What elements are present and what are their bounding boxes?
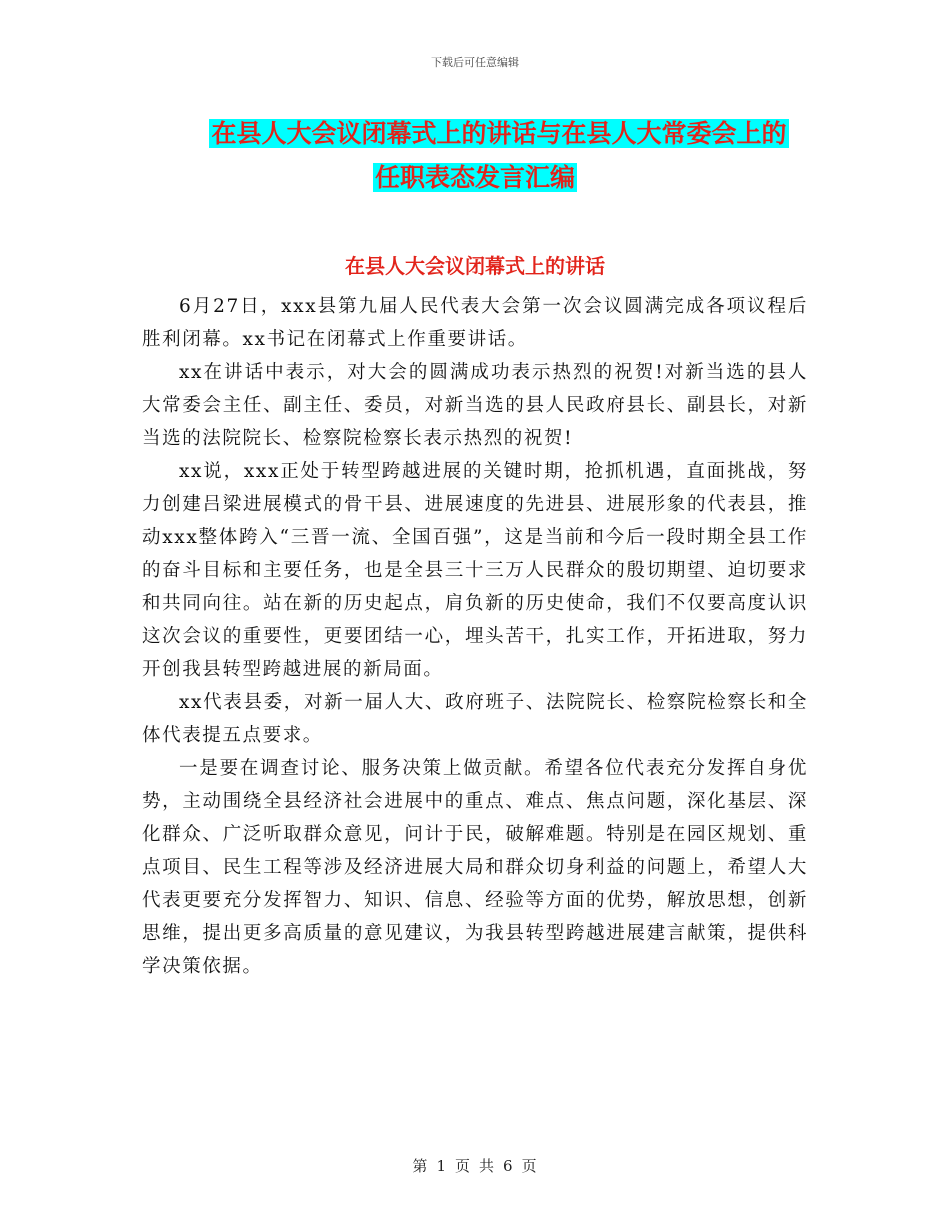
section-title: 在县人大会议闭幕式上的讲话 [345, 254, 605, 278]
page-total: 6 [503, 1157, 514, 1175]
paragraph: xx代表县委，对新一届人大、政府班子、法院院长、检察院检察长和全体代表提五点要求。 [142, 692, 808, 746]
title-highlight-1: 在县人大会议闭幕式上的讲话与在县人大常委会上的 [211, 119, 787, 148]
page-footer [0, 1155, 950, 1176]
document-title-line-2 [0, 158, 950, 194]
footer-prefix: 第 [412, 1157, 429, 1175]
title-highlight-2: 任职表态发言汇编 [374, 163, 575, 192]
header-note: 下载后可任意编辑 [431, 56, 519, 69]
paragraph: xx说，xxx正处于转型跨越进展的关键时期，抢抓机遇，直面挑战，努力创建吕梁进展模式的骨干县、进展速度的先进县、进展形象的代表县，推动xxx整体跨入“三晋一流、全国百强”，这是当前和今后一段时期全县工作的奋斗目标和主要任务，也是全县三十三万人民群众的殷切期望、迫切要求和共同向往。站在新的历史起点，肩负新的历史使命，我们不仅要高度认识这次会议的重要性，更要团结一心，埋头苦干，扎实工作，开拓进取，努力开创我县转型跨越进展的新局面。 [142, 461, 808, 680]
document-body [142, 290, 808, 983]
document-title-line-1 [24, 114, 950, 150]
footer-mid: 页 [454, 1157, 471, 1175]
paragraph: 一是要在调查讨论、服务决策上做贡献。希望各位代表充分发挥自身优势，主动围绕全县经济社会进展中的重点、难点、焦点问题，深化基层、深化群众、广泛听取群众意见，问计于民，破解难题。特别是在园区规划、重点项目、民生工程等涉及经济进展大局和群众切身利益的问题上，希望人大代表更要充分发挥智力、知识、信息、经验等方面的优势，解放思想，创新思维，提出更多高质量的意见建议，为我县转型跨越进展建言献策，提供科学决策依据。 [142, 758, 808, 977]
paragraph: xx在讲话中表示，对大会的圆满成功表示热烈的祝贺!对新当选的县人大常委会主任、副主任、委员，对新当选的县人民政府县长、副县长，对新当选的法院院长、检察院检察长表示热烈的祝贺! [142, 362, 808, 449]
page-number: 1 [436, 1157, 447, 1175]
footer-suffix: 页 [521, 1157, 538, 1175]
footer-sep: 共 [479, 1157, 496, 1175]
paragraph: 6月27日，xxx县第九届人民代表大会第一次会议圆满完成各项议程后胜利闭幕。xx书记在闭幕式上作重要讲话。 [142, 296, 808, 350]
